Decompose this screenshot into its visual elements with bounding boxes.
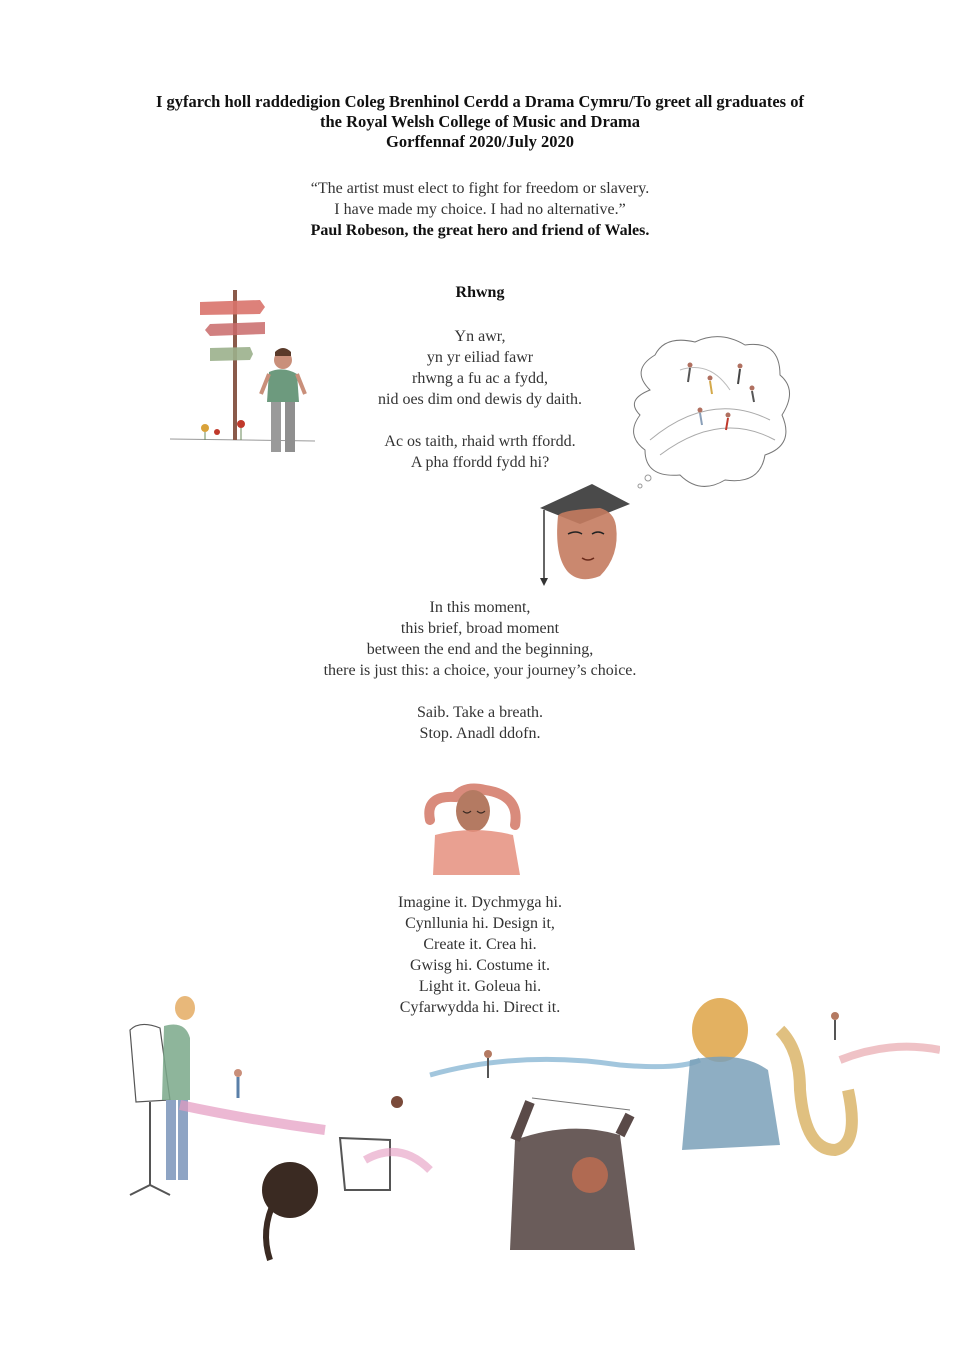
performing-arts-illustration	[100, 990, 940, 1270]
relaxing-figure-illustration	[415, 775, 535, 880]
stanza-line: yn yr eiliad fawr	[426, 349, 534, 366]
stanza-line: rhwng a fu ac a fydd,	[412, 370, 548, 387]
stanza-line: A pha ffordd fydd hi?	[410, 454, 550, 471]
dedication-header	[0, 92, 960, 152]
dedication-date: Gorffennaf 2020/July 2020	[386, 132, 574, 151]
stanza-line: Ac os taith, rhaid wrth ffordd.	[384, 433, 576, 450]
poem-title: Rhwng	[455, 284, 505, 301]
stanza-line: nid oes dim ond dewis dy daith.	[378, 391, 582, 408]
stanza-line: Gwisg hi. Costume it.	[409, 957, 550, 974]
stanza-line: In this moment,	[429, 599, 531, 616]
stanza-line: Light it. Goleua hi.	[418, 978, 542, 995]
thought-cloud-dancers-illustration	[620, 330, 800, 495]
dedication-line-1: I gyfarch holl raddedigion Coleg Brenhinol Cerdd a Drama Cymru/To greet all graduates of	[156, 92, 804, 111]
stanza-line: Saib. Take a breath.	[416, 704, 544, 721]
stanza-4	[0, 702, 960, 744]
stanza-line: Cyfarwydda hi. Direct it.	[399, 999, 561, 1016]
stanza-line: there is just this: a choice, your journey’s choice.	[323, 662, 637, 679]
signpost-figure-illustration	[165, 282, 320, 467]
epigraph-quote	[0, 178, 960, 241]
stanza-line: Create it. Crea hi.	[423, 936, 537, 953]
stanza-line: this brief, broad moment	[400, 620, 560, 637]
stanza-line: Imagine it. Dychmyga hi.	[398, 894, 562, 911]
stanza-line: between the end and the beginning,	[366, 641, 594, 658]
quote-line-1: “The artist must elect to fight for freedom or slavery.	[310, 180, 650, 197]
quote-line-2: I have made my choice. I had no alternative.”	[334, 201, 626, 218]
stanza-line: Stop. Anadl ddofn.	[419, 725, 541, 742]
stanza-3	[0, 597, 960, 681]
quote-attribution: Paul Robeson, the great hero and friend of Wales.	[310, 222, 650, 239]
stanza-2	[0, 431, 960, 473]
stanza-line: Cynllunia hi. Design it,	[405, 915, 555, 932]
stanza-line: Yn awr,	[454, 328, 506, 345]
graduate-face-illustration	[530, 478, 640, 590]
dedication-line-2: the Royal Welsh College of Music and Drama	[319, 112, 641, 131]
stanza-1	[0, 326, 960, 410]
